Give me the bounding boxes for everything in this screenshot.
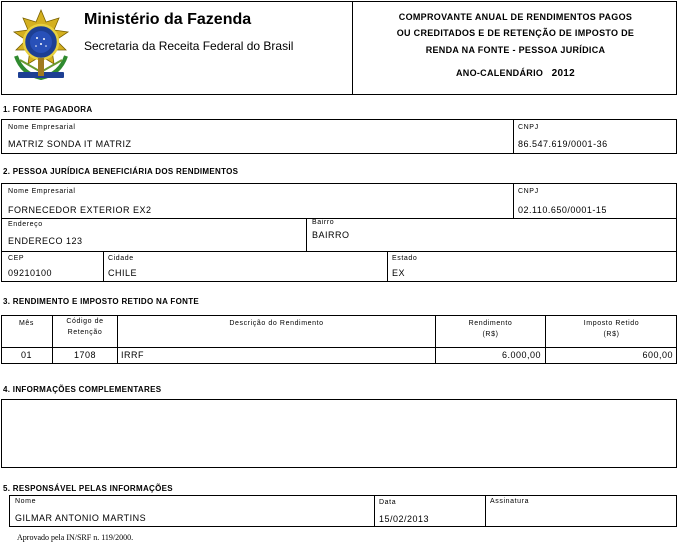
year-value: 2012 [551,68,576,79]
section2-address-value: ENDERECO 123 [8,236,83,246]
col-header-code-line1: Código de [66,318,104,325]
section2-district-value: BAIRRO [312,230,350,240]
section2-name-label: Nome Empresarial [8,188,76,195]
section2-divider-cnpj [513,183,514,218]
section2-divider-bairro [306,218,307,251]
section4-title: 4. INFORMAÇÕES COMPLEMENTARES [3,385,162,394]
section1-cnpj-label: CNPJ [518,124,539,131]
section2-divider-estado [387,251,388,282]
approval-note: Aprovado pela IN/SRF n. 119/2000. [17,533,134,542]
col-header-code-line2: Retenção [67,329,103,336]
section1-cnpj-value: 86.547.619/0001-36 [518,139,608,149]
section2-name-value: FORNECEDOR EXTERIOR EX2 [8,205,152,215]
year-label: ANO-CALENDÁRIO [455,68,544,78]
section2-state-value: EX [392,268,406,278]
col-header-income-line1: Rendimento [468,320,513,327]
section5-name-value: GILMAR ANTONIO MARTINS [15,513,147,523]
section2-row-line1 [1,218,677,219]
col-header-income-line2: (R$) [482,331,499,338]
income-table-header-line [1,347,677,348]
section2-cep-value: 09210100 [8,268,53,278]
brazil-coat-of-arms-icon [8,8,74,84]
col-header-tax-line2: (R$) [603,331,620,338]
col-header-tax-line1: Imposto Retido [583,320,640,327]
section2-city-value: CHILE [108,268,138,278]
section2-address-label: Endereço [8,221,43,228]
row-month: 01 [20,350,32,360]
section5-divider-signature [485,495,486,527]
section2-title: 2. PESSOA JURÍDICA BENEFICIÁRIA DOS RENDIMENTOS [3,167,239,176]
section5-date-label: Data [379,499,397,506]
secretariat-title: Secretaria da Receita Federal do Brasil [84,39,294,53]
row-income: 6.000,00 [501,350,541,360]
section2-cnpj-value: 02.110.650/0001-15 [518,205,607,215]
section5-divider-date [374,495,375,527]
section3-title: 3. RENDIMENTO E IMPOSTO RETIDO NA FONTE [3,297,200,306]
section5-date-value: 15/02/2013 [379,514,430,524]
col-header-description: Descrição do Rendimento [229,320,324,327]
doc-title-line3: RENDA NA FONTE - PESSOA JURÍDICA [425,45,606,55]
doc-title-line2: OU CREDITADOS E DE RETENÇÃO DE IMPOSTO DE [396,28,635,38]
section2-city-label: Cidade [108,255,134,262]
complementary-info-box [1,399,677,468]
section2-cnpj-label: CNPJ [518,188,539,195]
section5-signature-label: Assinatura [490,498,530,505]
section5-name-label: Nome [15,498,37,505]
section1-name-value: MATRIZ SONDA IT MATRIZ [8,139,132,149]
section1-divider [513,119,514,154]
row-tax: 600,00 [642,350,673,360]
section5-title: 5. RESPONSÁVEL PELAS INFORMAÇÕES [3,484,173,493]
section1-title: 1. FONTE PAGADORA [3,105,93,114]
section2-district-label: Bairro [312,219,335,226]
section1-name-label: Nome Empresarial [8,124,76,131]
section2-cep-label: CEP [8,255,25,262]
doc-title-line1: COMPROVANTE ANUAL DE RENDIMENTOS PAGOS [398,12,633,22]
ministry-title: Ministério da Fazenda [84,11,252,28]
col-header-month: Mês [18,320,35,327]
year-line [353,68,678,79]
section2-state-label: Estado [392,255,418,262]
section2-divider-cidade [103,251,104,282]
row-description: IRRF [121,350,144,360]
row-code: 1708 [73,350,97,360]
